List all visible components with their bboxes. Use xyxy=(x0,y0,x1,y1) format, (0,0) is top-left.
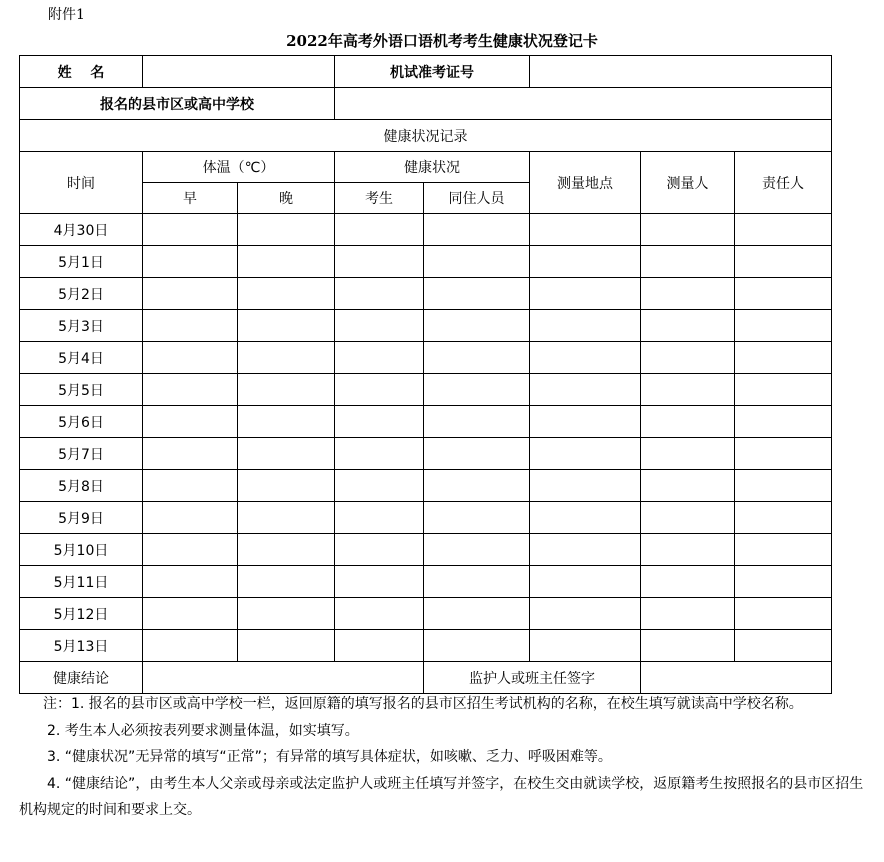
location-cell[interactable] xyxy=(530,470,641,502)
date-cell: 5月12日 xyxy=(20,598,143,630)
school-field[interactable] xyxy=(335,88,832,120)
temp-evening-cell[interactable] xyxy=(238,438,335,470)
measurer-cell[interactable] xyxy=(641,246,735,278)
cohabitant-status-cell[interactable] xyxy=(424,502,530,534)
col-time: 时间 xyxy=(20,152,143,214)
temp-evening-cell[interactable] xyxy=(238,406,335,438)
location-cell[interactable] xyxy=(530,214,641,246)
col-examinee: 考生 xyxy=(335,183,424,214)
date-cell: 5月10日 xyxy=(20,534,143,566)
temp-evening-cell[interactable] xyxy=(238,310,335,342)
date-row xyxy=(20,566,832,598)
exam-id-label: 机试准考证号 xyxy=(335,56,530,88)
date-row xyxy=(20,534,832,566)
location-cell[interactable] xyxy=(530,342,641,374)
col-morning: 早 xyxy=(143,183,238,214)
examinee-status-cell[interactable] xyxy=(335,278,424,310)
temp-morning-cell[interactable] xyxy=(143,438,238,470)
examinee-status-cell[interactable] xyxy=(335,502,424,534)
examinee-status-cell[interactable] xyxy=(335,438,424,470)
date-cell: 5月3日 xyxy=(20,310,143,342)
temp-morning-cell[interactable] xyxy=(143,310,238,342)
responsible-cell[interactable] xyxy=(735,502,832,534)
temp-evening-cell[interactable] xyxy=(238,470,335,502)
measurer-cell[interactable] xyxy=(641,598,735,630)
responsible-cell[interactable] xyxy=(735,470,832,502)
location-cell[interactable] xyxy=(530,438,641,470)
temp-morning-cell[interactable] xyxy=(143,598,238,630)
examinee-status-cell[interactable] xyxy=(335,566,424,598)
date-cell: 5月11日 xyxy=(20,566,143,598)
date-cell: 5月6日 xyxy=(20,406,143,438)
responsible-cell[interactable] xyxy=(735,278,832,310)
col-temperature: 体温（℃） xyxy=(143,152,335,183)
temp-morning-cell[interactable] xyxy=(143,278,238,310)
date-cell: 4月30日 xyxy=(20,214,143,246)
date-cell: 5月5日 xyxy=(20,374,143,406)
cohabitant-status-cell[interactable] xyxy=(424,374,530,406)
date-row xyxy=(20,246,832,278)
temp-evening-cell[interactable] xyxy=(238,374,335,406)
examinee-status-cell[interactable] xyxy=(335,342,424,374)
responsible-cell[interactable] xyxy=(735,374,832,406)
examinee-status-cell[interactable] xyxy=(335,246,424,278)
date-cell: 5月2日 xyxy=(20,278,143,310)
temp-morning-cell[interactable] xyxy=(143,630,238,662)
responsible-cell[interactable] xyxy=(735,566,832,598)
measurer-cell[interactable] xyxy=(641,566,735,598)
temp-morning-cell[interactable] xyxy=(143,470,238,502)
conclusion-label: 健康结论 xyxy=(20,662,143,694)
cohabitant-status-cell[interactable] xyxy=(424,214,530,246)
examinee-status-cell[interactable] xyxy=(335,374,424,406)
responsible-cell[interactable] xyxy=(735,342,832,374)
date-row xyxy=(20,342,832,374)
temp-morning-cell[interactable] xyxy=(143,534,238,566)
examinee-status-cell[interactable] xyxy=(335,630,424,662)
exam-id-field[interactable] xyxy=(530,56,832,88)
location-cell[interactable] xyxy=(530,534,641,566)
responsible-cell[interactable] xyxy=(735,534,832,566)
examinee-status-cell[interactable] xyxy=(335,214,424,246)
date-cell: 5月7日 xyxy=(20,438,143,470)
location-cell[interactable] xyxy=(530,246,641,278)
date-row xyxy=(20,502,832,534)
responsible-cell[interactable] xyxy=(735,214,832,246)
date-row xyxy=(20,278,832,310)
cohabitant-status-cell[interactable] xyxy=(424,406,530,438)
date-row xyxy=(20,310,832,342)
measurer-cell[interactable] xyxy=(641,470,735,502)
temp-evening-cell[interactable] xyxy=(238,598,335,630)
examinee-status-cell[interactable] xyxy=(335,470,424,502)
cohabitant-status-cell[interactable] xyxy=(424,566,530,598)
health-registration-table xyxy=(19,55,832,694)
examinee-status-cell[interactable] xyxy=(335,406,424,438)
notes-section xyxy=(19,691,873,824)
examinee-status-cell[interactable] xyxy=(335,598,424,630)
cohabitant-status-cell[interactable] xyxy=(424,534,530,566)
date-row xyxy=(20,214,832,246)
cohabitant-status-cell[interactable] xyxy=(424,630,530,662)
attachment-label: 附件1 xyxy=(48,7,85,23)
temp-morning-cell[interactable] xyxy=(143,502,238,534)
measurer-cell[interactable] xyxy=(641,406,735,438)
location-cell[interactable] xyxy=(530,310,641,342)
temp-evening-cell[interactable] xyxy=(238,214,335,246)
temp-morning-cell[interactable] xyxy=(143,246,238,278)
note-4: 4. “健康结论”，由考生本人父亲或母亲或法定监护人或班主任填写并签字，在校生交由就读学校，返原籍考生按照报名的县市区招生机构规定的时间和要求上交。 xyxy=(19,775,864,818)
responsible-cell[interactable] xyxy=(735,630,832,662)
temp-morning-cell[interactable] xyxy=(143,406,238,438)
examinee-status-cell[interactable] xyxy=(335,310,424,342)
date-cell: 5月9日 xyxy=(20,502,143,534)
location-cell[interactable] xyxy=(530,406,641,438)
responsible-cell[interactable] xyxy=(735,246,832,278)
temp-evening-cell[interactable] xyxy=(238,278,335,310)
location-cell[interactable] xyxy=(530,278,641,310)
date-cell: 5月1日 xyxy=(20,246,143,278)
date-row xyxy=(20,470,832,502)
responsible-cell[interactable] xyxy=(735,598,832,630)
cohabitant-status-cell[interactable] xyxy=(424,470,530,502)
examinee-status-cell[interactable] xyxy=(335,534,424,566)
col-cohabitant: 同住人员 xyxy=(424,183,530,214)
date-row xyxy=(20,630,832,662)
measurer-cell[interactable] xyxy=(641,278,735,310)
temp-morning-cell[interactable] xyxy=(143,374,238,406)
date-row xyxy=(20,438,832,470)
note-2: 2. 考生本人必须按表列要求测量体温，如实填写。 xyxy=(47,722,359,739)
date-cell: 5月8日 xyxy=(20,470,143,502)
signature-label: 监护人或班主任签字 xyxy=(424,662,641,694)
col-evening: 晚 xyxy=(238,183,335,214)
note-3: 3. “健康状况”无异常的填写“正常”；有异常的填写具体症状，如咳嗽、乏力、呼吸困难等。 xyxy=(47,749,612,765)
cohabitant-status-cell[interactable] xyxy=(424,438,530,470)
responsible-cell[interactable] xyxy=(735,438,832,470)
responsible-cell[interactable] xyxy=(735,310,832,342)
health-record-heading: 健康状况记录 xyxy=(20,120,832,152)
signature-field[interactable] xyxy=(641,662,832,694)
date-row xyxy=(20,374,832,406)
conclusion-field[interactable] xyxy=(143,662,424,694)
temp-evening-cell[interactable] xyxy=(238,630,335,662)
form-title: 2022年高考外语口语机考考生健康状况登记卡 xyxy=(286,32,598,50)
measurer-cell[interactable] xyxy=(641,502,735,534)
responsible-cell[interactable] xyxy=(735,406,832,438)
name-field[interactable] xyxy=(143,56,335,88)
date-cell: 5月13日 xyxy=(20,630,143,662)
date-cell: 5月4日 xyxy=(20,342,143,374)
measurer-cell[interactable] xyxy=(641,630,735,662)
location-cell[interactable] xyxy=(530,598,641,630)
temp-morning-cell[interactable] xyxy=(143,214,238,246)
temp-evening-cell[interactable] xyxy=(238,342,335,374)
date-row xyxy=(20,406,832,438)
date-row xyxy=(20,598,832,630)
col-measurer: 测量人 xyxy=(641,152,735,214)
measurer-cell[interactable] xyxy=(641,310,735,342)
temp-evening-cell[interactable] xyxy=(238,566,335,598)
measurer-cell[interactable] xyxy=(641,374,735,406)
temp-evening-cell[interactable] xyxy=(238,502,335,534)
col-responsible: 责任人 xyxy=(735,152,832,214)
cohabitant-status-cell[interactable] xyxy=(424,310,530,342)
temp-evening-cell[interactable] xyxy=(238,246,335,278)
temp-morning-cell[interactable] xyxy=(143,566,238,598)
temp-evening-cell[interactable] xyxy=(238,534,335,566)
location-cell[interactable] xyxy=(530,374,641,406)
measurer-cell[interactable] xyxy=(641,438,735,470)
location-cell[interactable] xyxy=(530,566,641,598)
cohabitant-status-cell[interactable] xyxy=(424,246,530,278)
measurer-cell[interactable] xyxy=(641,534,735,566)
note-1: 注：1. 报名的县市区或高中学校一栏，返回原籍的填写报名的县市区招生考试机构的名称，在校生填写就读高中学校名称。 xyxy=(43,696,803,712)
temp-morning-cell[interactable] xyxy=(143,342,238,374)
location-cell[interactable] xyxy=(530,630,641,662)
location-cell[interactable] xyxy=(530,502,641,534)
cohabitant-status-cell[interactable] xyxy=(424,278,530,310)
measurer-cell[interactable] xyxy=(641,214,735,246)
col-health-status: 健康状况 xyxy=(335,152,530,183)
measurer-cell[interactable] xyxy=(641,342,735,374)
school-label: 报名的县市区或高中学校 xyxy=(20,88,335,120)
cohabitant-status-cell[interactable] xyxy=(424,342,530,374)
name-label: 姓 名 xyxy=(20,56,143,88)
col-location: 测量地点 xyxy=(530,152,641,214)
cohabitant-status-cell[interactable] xyxy=(424,598,530,630)
